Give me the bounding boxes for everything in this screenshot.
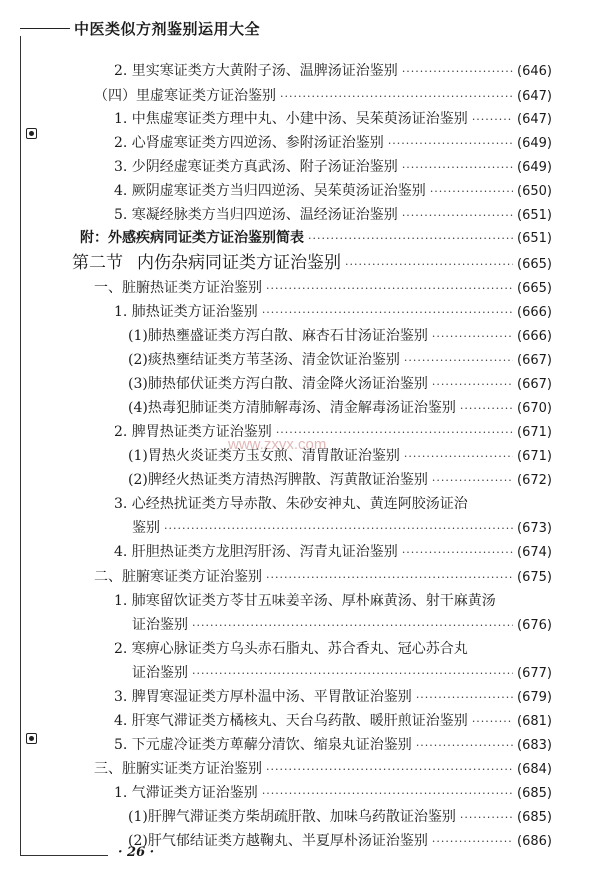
toc-entry-wrapped[interactable] [114, 637, 552, 661]
toc-leader-dots [402, 156, 513, 180]
toc-entry-page: (646) [517, 64, 552, 79]
section-number: 第二节 [72, 253, 123, 273]
toc-entry-title: 二、脏腑寒证类方证治鉴别 [94, 569, 262, 585]
toc-entry-wrapped[interactable] [114, 492, 552, 516]
toc-leader-dots [432, 325, 513, 349]
toc-entry-title: (1)肺热壅盛证类方泻白散、麻杏石甘汤证治鉴别 [128, 328, 428, 344]
toc-entry[interactable] [128, 348, 552, 372]
binder-hole-icon [26, 733, 37, 744]
toc-entry-title: (2)脾经火热证类方清热泻脾散、泻黄散证治鉴别 [128, 472, 428, 488]
toc-entry-title: 证治鉴别 [132, 617, 188, 633]
toc-leader-dots [402, 60, 513, 84]
toc-entry[interactable] [128, 324, 552, 348]
toc-section-heading[interactable] [72, 251, 552, 275]
toc-entry-page: (684) [517, 762, 552, 777]
toc-entry-title: (2)肝气郁结证类方越鞠丸、半夏厚朴汤证治鉴别 [128, 833, 428, 849]
toc-entry[interactable] [114, 300, 552, 324]
page-number: · 26 · [118, 845, 155, 860]
toc-entry-title: 4. 厥阴虚寒证类方当归四逆汤、吴茱萸汤证治鉴别 [114, 183, 426, 199]
toc-entry-page: (676) [517, 618, 552, 633]
toc-entry[interactable] [128, 372, 552, 396]
toc-entry-page: (677) [517, 666, 552, 681]
toc-entry[interactable] [94, 757, 552, 781]
toc-entry-page: (675) [517, 570, 552, 585]
toc-entry-title: 2. 心肾虚寒证类方四逆汤、参附汤证治鉴别 [114, 135, 384, 151]
toc-entry-title: 1. 气滞证类方证治鉴别 [114, 785, 258, 801]
footer-rule [20, 855, 108, 856]
toc-entry[interactable] [128, 396, 552, 420]
toc-entry[interactable] [114, 203, 552, 227]
toc-leader-dots [192, 662, 513, 686]
toc-entry-page: (673) [517, 521, 552, 536]
toc-entry-page: (665) [517, 281, 552, 296]
toc-entry-page: (665) [517, 257, 552, 272]
toc-entry[interactable] [114, 733, 552, 757]
toc-entry-title: 1. 中焦虚寒证类方理中丸、小建中汤、吴茱萸汤证治鉴别 [114, 111, 468, 127]
toc-entry[interactable] [94, 276, 552, 300]
left-margin-rule [20, 36, 21, 856]
toc-leader-dots [460, 806, 513, 830]
toc-leader-dots [472, 108, 513, 132]
toc-entry-title: 证治鉴别 [132, 665, 188, 681]
section-title: 内伤杂病同证类方证治鉴别 [137, 253, 341, 273]
toc-entry[interactable] [114, 781, 552, 805]
toc-entry-title: 三、脏腑实证类方证治鉴别 [94, 761, 262, 777]
toc-entry-title: 1. 肺热证类方证治鉴别 [114, 304, 258, 320]
binder-hole-icon [26, 128, 37, 139]
toc-leader-dots [432, 830, 513, 854]
toc-entry[interactable] [94, 565, 552, 589]
toc-entry[interactable] [114, 540, 552, 564]
toc-entry-title: 5. 下元虚冷证类方萆薢分清饮、缩泉丸证治鉴别 [114, 737, 412, 753]
running-header-title: 中医类似方剂鉴别运用大全 [74, 20, 261, 38]
toc-entry-title: (1)胃热火炎证类方玉女煎、清胃散证治鉴别 [128, 448, 400, 464]
toc-leader-dots [266, 566, 513, 590]
toc-entry[interactable] [114, 59, 552, 83]
toc-entry-title: 4. 肝寒气滞证类方橘核丸、天台乌药散、暖肝煎证治鉴别 [114, 713, 468, 729]
toc-leader-dots [432, 373, 513, 397]
toc-entry[interactable] [128, 468, 552, 492]
toc-entry-title: (4)热毒犯肺证类方清肺解毒汤、清金解毒汤证治鉴别 [128, 400, 456, 416]
toc-entry-title: 一、脏腑热证类方证治鉴别 [94, 280, 262, 296]
toc-entry-page: (670) [517, 401, 552, 416]
toc-entry-title: 2. 里实寒证类方大黄附子汤、温脾汤证治鉴别 [114, 63, 398, 79]
toc-entry-title: 3. 少阴经虚寒证类方真武汤、附子汤证治鉴别 [114, 159, 398, 175]
toc-entry-page: (671) [517, 449, 552, 464]
toc-entry-title: 2. 寒痹心脉证类方乌头赤石脂丸、苏合香丸、冠心苏合丸 [114, 641, 468, 657]
toc-leader-dots [432, 469, 513, 493]
toc-entry-page: (650) [517, 184, 552, 199]
toc-entry-page: (674) [517, 545, 552, 560]
toc-entry[interactable] [114, 709, 552, 733]
toc-entry[interactable] [128, 829, 552, 853]
toc-entry-page: (685) [517, 810, 552, 825]
toc-entry-title: 3. 脾胃寒湿证类方厚朴温中汤、平胃散证治鉴别 [114, 689, 412, 705]
toc-entry-page: (683) [517, 738, 552, 753]
toc-entry-page: (671) [517, 425, 552, 440]
toc-entry-page: (649) [517, 136, 552, 151]
toc-entry-page: (685) [517, 786, 552, 801]
toc-entry[interactable] [128, 444, 552, 468]
toc-leader-dots [308, 227, 513, 251]
toc-entry[interactable] [114, 420, 552, 444]
toc-leader-dots [164, 517, 513, 541]
toc-entry-page: (666) [517, 329, 552, 344]
toc-entry-appendix[interactable] [80, 226, 552, 250]
toc-entry-title: 2. 脾胃热证类方证治鉴别 [114, 424, 272, 440]
toc-entry-continuation[interactable] [132, 661, 552, 685]
toc-leader-dots [262, 782, 513, 806]
toc-entry-title: （四）里虚寒证类方证治鉴别 [94, 88, 276, 104]
toc-entry-continuation[interactable] [132, 613, 552, 637]
header-rule [20, 28, 70, 29]
toc-entry-page: (649) [517, 160, 552, 175]
toc-leader-dots [404, 349, 513, 373]
toc-entry-page: (667) [517, 377, 552, 392]
toc-entry-page: (679) [517, 690, 552, 705]
toc-leader-dots [430, 180, 513, 204]
toc-entry-page: (681) [517, 714, 552, 729]
toc-leader-dots [416, 734, 513, 758]
toc-leader-dots [416, 686, 513, 710]
toc-entry-title: 3. 心经热扰证类方导赤散、朱砂安神丸、黄连阿胶汤证治 [114, 496, 468, 512]
toc-entry-page: (666) [517, 305, 552, 320]
toc-entry-page: (651) [517, 208, 552, 223]
toc-entry[interactable] [114, 179, 552, 203]
toc-leader-dots [192, 614, 513, 638]
toc-leader-dots [388, 132, 513, 156]
toc-entry-page: (672) [517, 473, 552, 488]
toc-leader-dots [402, 541, 513, 565]
toc-entry-continuation[interactable] [132, 516, 552, 540]
toc-entry[interactable] [114, 107, 552, 131]
toc-entry-title: 鉴别 [132, 520, 160, 536]
toc-leader-dots [266, 277, 513, 301]
toc-entry-wrapped[interactable] [114, 589, 552, 613]
toc-leader-dots [262, 301, 513, 325]
toc-leader-dots [280, 85, 513, 109]
toc-leader-dots [345, 253, 513, 277]
toc-entry-page: (686) [517, 834, 552, 849]
toc-leader-dots [266, 758, 513, 782]
watermark: www.zxyx.com [228, 436, 327, 453]
toc-entry[interactable] [114, 685, 552, 709]
toc-leader-dots [276, 421, 513, 445]
toc-entry-page: (651) [517, 231, 552, 246]
toc-entry-page: (667) [517, 353, 552, 368]
toc-entry-title: 4. 肝胆热证类方龙胆泻肝汤、泻青丸证治鉴别 [114, 544, 398, 560]
toc-entry-title: (3)肺热郁伏证类方泻白散、清金降火汤证治鉴别 [128, 376, 428, 392]
toc-entry-title: (1)肝脾气滞证类方柴胡疏肝散、加味乌药散证治鉴别 [128, 809, 456, 825]
toc-entry-title: (2)痰热壅结证类方苇茎汤、清金饮证治鉴别 [128, 352, 400, 368]
toc-entry-page: (647) [517, 89, 552, 104]
toc-entry-title: 附：外感疾病同证类方证治鉴别简表 [80, 230, 304, 246]
toc-leader-dots [404, 445, 513, 469]
toc-leader-dots [402, 204, 513, 228]
toc-leader-dots [472, 710, 513, 734]
toc-entry[interactable] [114, 131, 552, 155]
toc-entry[interactable] [128, 805, 552, 829]
toc-entry-page: (647) [517, 112, 552, 127]
toc-entry-title: 1. 肺寒留饮证类方苓甘五味姜辛汤、厚朴麻黄汤、射干麻黄汤 [114, 593, 496, 609]
toc-leader-dots [460, 397, 513, 421]
toc-entry[interactable] [114, 155, 552, 179]
toc-entry[interactable] [94, 84, 552, 108]
toc-entry-title: 5. 寒凝经脉类方当归四逆汤、温经汤证治鉴别 [114, 207, 398, 223]
